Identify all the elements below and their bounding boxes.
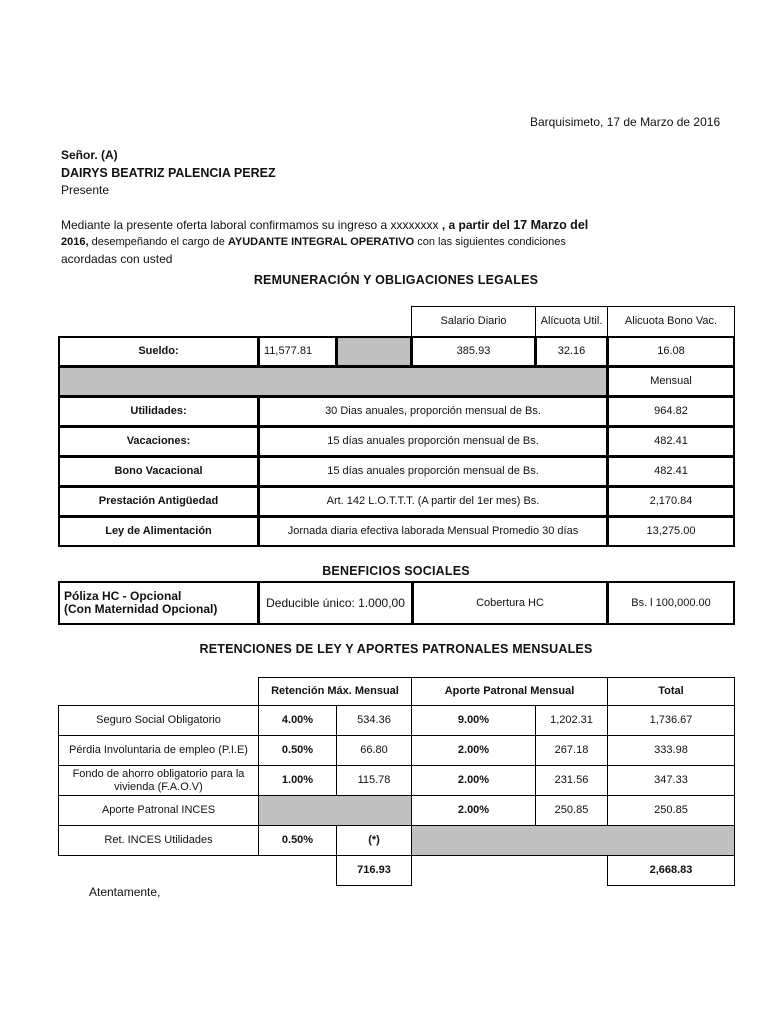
row-desc-alimentacion: Jornada diaria efectiva laborada Mensual Promedio 30 días xyxy=(258,516,608,547)
col-salario-diario: Salario Diario xyxy=(411,306,536,337)
ret-value-note: (*) xyxy=(336,825,412,856)
salario-diario-value: 385.93 xyxy=(411,336,536,367)
alicuota-util-value: 32.16 xyxy=(535,336,608,367)
gray-band xyxy=(58,366,608,397)
aporte-value: 250.85 xyxy=(535,795,608,826)
row-label-utilidades: Utilidades: xyxy=(58,396,259,427)
aporte-value: 1,202.31 xyxy=(535,705,608,736)
total-general: 2,668.83 xyxy=(607,855,735,886)
row-label-bono-vacacional: Bono Vacacional xyxy=(58,456,259,487)
sueldo-label: Sueldo: xyxy=(58,336,259,367)
row-value-alimentacion: 13,275.00 xyxy=(607,516,735,547)
aporte-value: 267.18 xyxy=(535,735,608,766)
row-value-vacaciones: 482.41 xyxy=(607,426,735,457)
row-total: 1,736.67 xyxy=(607,705,735,736)
row-value-bono-vacacional: 482.41 xyxy=(607,456,735,487)
row-value-prestacion: 2,170.84 xyxy=(607,486,735,517)
aporte-pct: 2.00% xyxy=(411,795,536,826)
ret-row-label: Ret. INCES Utilidades xyxy=(58,825,259,856)
place-date: Barquisimeto, 17 de Marzo de 2016 xyxy=(530,115,721,129)
aporte-pct: 9.00% xyxy=(411,705,536,736)
poliza-label xyxy=(58,581,259,625)
intro-line-1 xyxy=(61,218,588,232)
closing: Atentamente, xyxy=(89,885,161,899)
sueldo-value: 11,577.81 xyxy=(258,336,337,367)
section-title-retenciones: RETENCIONES DE LEY Y APORTES PATRONALES MENSUALES xyxy=(199,642,593,656)
sueldo-gray-cell xyxy=(336,336,412,367)
intro-text-d: con las siguientes condiciones xyxy=(414,236,566,248)
row-total: 250.85 xyxy=(607,795,735,826)
recipient-name: DAIRYS BEATRIZ PALENCIA PEREZ xyxy=(61,166,276,180)
cobertura: Cobertura HC xyxy=(412,581,608,625)
row-desc-prestacion: Art. 142 L.O.T.T.T. (A partir del 1er mes) Bs. xyxy=(258,486,608,517)
ret-row-label: Fondo de ahorro obligatorio para la vivienda (F.A.O.V) xyxy=(58,765,259,796)
start-date: 17 Marzo del xyxy=(513,218,589,232)
intro-text-a: Mediante la presente oferta laboral confirmamos su ingreso a xxxxxxxx xyxy=(61,218,439,232)
poliza-line-2: (Con Maternidad Opcional) xyxy=(64,602,218,616)
row-label-alimentacion: Ley de Alimentación xyxy=(58,516,259,547)
col-aporte-patronal: Aporte Patronal Mensual xyxy=(411,677,608,706)
row-label-prestacion: Prestación Antigüedad xyxy=(58,486,259,517)
row-value-utilidades: 964.82 xyxy=(607,396,735,427)
ret-pct: 0.50% xyxy=(258,735,337,766)
col-alicuota-util: Alícuota Util. xyxy=(535,306,608,337)
alicuota-bono-value: 16.08 xyxy=(607,336,735,367)
col-total: Total xyxy=(607,677,735,706)
ret-pct: 4.00% xyxy=(258,705,337,736)
aporte-pct: 2.00% xyxy=(411,765,536,796)
col-alicuota-bono: Alicuota Bono Vac. xyxy=(607,306,735,337)
ret-value: 534.36 xyxy=(336,705,412,736)
section-title-beneficios: BENEFICIOS SOCIALES xyxy=(322,564,470,578)
ret-row-label: Seguro Social Obligatorio xyxy=(58,705,259,736)
col-retencion: Retención Máx. Mensual xyxy=(258,677,412,706)
presente: Presente xyxy=(61,183,110,197)
ret-row-label: Aporte Patronal INCES xyxy=(58,795,259,826)
aporte-pct: 2.00% xyxy=(411,735,536,766)
intro-text-c: desempeñando el cargo de xyxy=(88,236,228,248)
deducible: Deducible único: 1.000,00 xyxy=(258,581,413,625)
ret-pct: 0.50% xyxy=(258,825,337,856)
row-desc-utilidades: 30 Dias anuales, proporción mensual de Bs. xyxy=(258,396,608,427)
start-year: 2016, xyxy=(61,236,89,248)
row-desc-bono-vacacional: 15 días anuales proporción mensual de Bs. xyxy=(258,456,608,487)
row-total: 333.98 xyxy=(607,735,735,766)
job-role: AYUDANTE INTEGRAL OPERATIVO xyxy=(227,236,415,248)
ret-value: 66.80 xyxy=(336,735,412,766)
ret-row-label: Pérdia Involuntaria de empleo (P.I.E) xyxy=(58,735,259,766)
poliza-line-1: Póliza HC - Opcional xyxy=(64,589,182,603)
intro-line-3: acordadas con usted xyxy=(61,252,173,266)
ret-pct: 1.00% xyxy=(258,765,337,796)
row-total: 347.33 xyxy=(607,765,735,796)
ret-value: 115.78 xyxy=(336,765,412,796)
ret-gray-cell xyxy=(258,795,412,826)
row-desc-vacaciones: 15 días anuales proporción mensual de Bs. xyxy=(258,426,608,457)
total-retencion: 716.93 xyxy=(336,855,412,886)
aporte-value: 231.56 xyxy=(535,765,608,796)
aporte-gray-cell xyxy=(411,825,735,856)
section-title-remuneracion: REMUNERACIÓN Y OBLIGACIONES LEGALES xyxy=(253,273,539,287)
intro-line-2 xyxy=(61,236,566,248)
row-label-vacaciones: Vacaciones: xyxy=(58,426,259,457)
intro-text-b: , a partir del xyxy=(438,218,514,232)
mensual-header: Mensual xyxy=(607,366,735,397)
salutation: Señor. (A) xyxy=(61,148,118,162)
cobertura-monto: Bs. l 100,000.00 xyxy=(607,581,735,625)
